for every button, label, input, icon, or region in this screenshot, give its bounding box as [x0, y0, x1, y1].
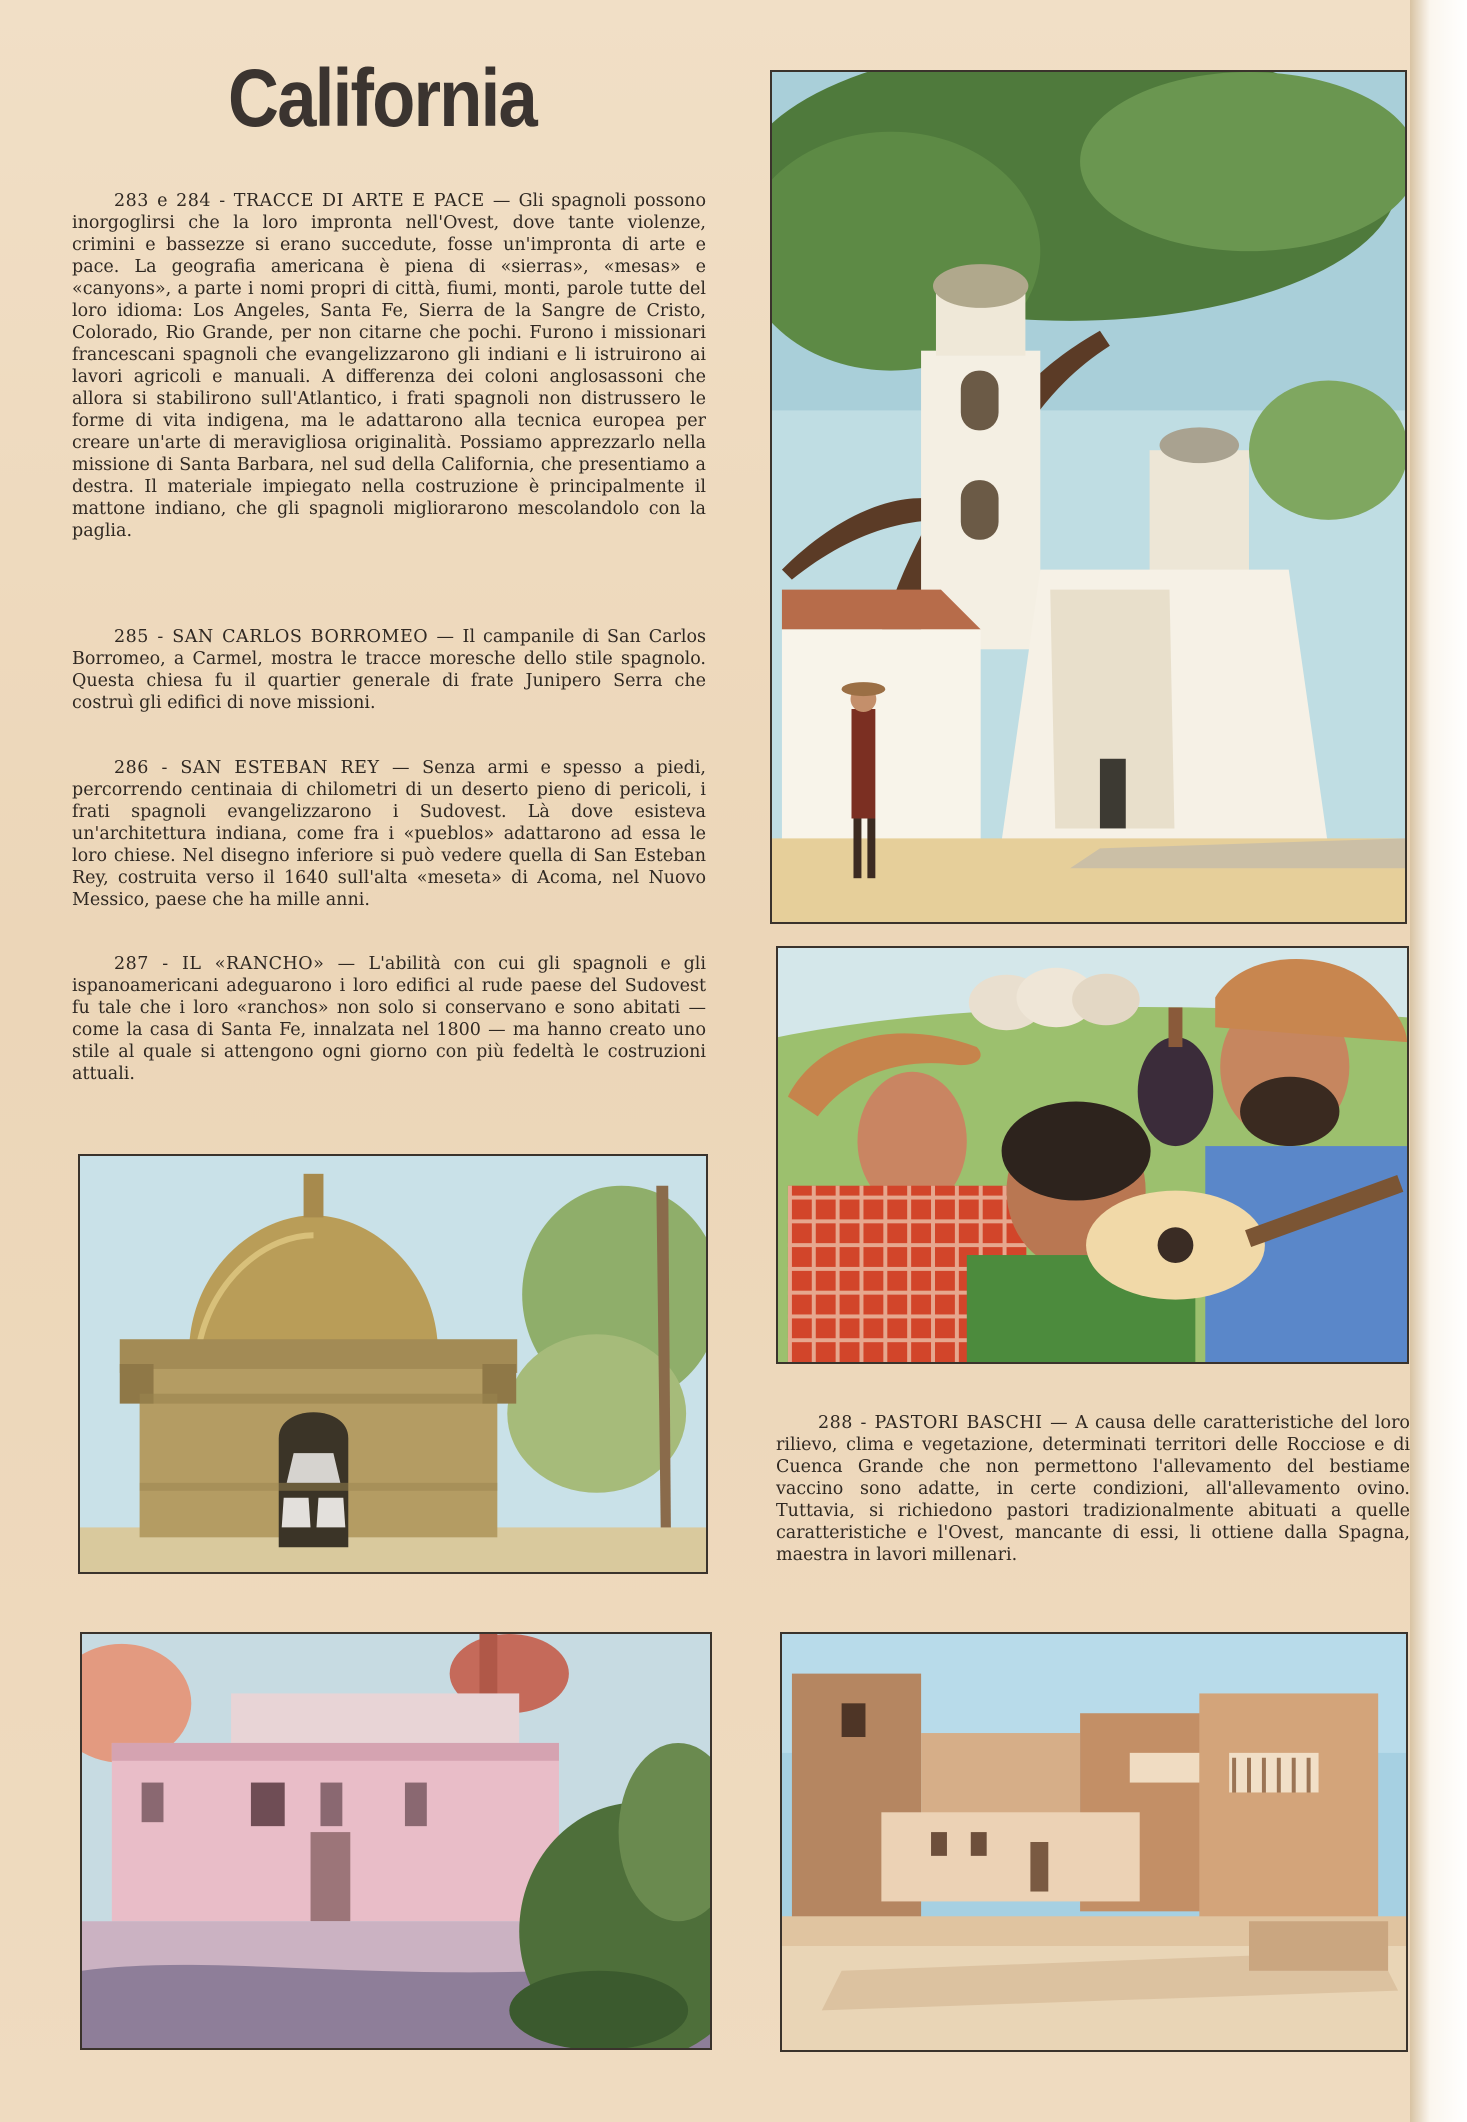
section-body: Gli spagnoli possono inorgoglirsi che la loro impronta nell'Ovest, dove tante violenze, crimini e bassezze si erano succedute, fosse un'impronta di arte e pace. La geografia americana è piena di «sierras», «mesas» e «canyons», a parte i nomi propri di città, fiumi, monti, parole tutte del loro idioma: Los Angeles, Santa Fe, Sierra de la Sangre de Cristo, Colorado, Rio Grande, per non citarne che pochi. Furono i missionari francescani spagnoli che evangelizzarono gli indiani e li istruirono ai lavori agricoli e manuali. A differenza dei coloni anglosassoni che allora si stabilirono sull'Atlantico, i frati spagnoli non distrussero le forme di vita indigena, ma le adattarono alla tecnica europea per creare un'arte di meravigliosa originalità. Possiamo apprezzarlo nella missione di Santa Barbara, nel sud della California, che presentiamo a destra. Il materiale impiegato nella costruzione è principalmente il mattone indiano, che gli spagnoli migliorarono mescolandolo con la paglia. — [72, 191, 706, 541]
section-ref: 286 - SAN ESTEBAN REY — — [114, 758, 411, 778]
sticker-santa-fe-rancho — [80, 1632, 712, 2050]
section-283-284 — [72, 190, 706, 542]
section-ref: 285 - SAN CARLOS BORROMEO — — [114, 627, 455, 647]
section-285 — [72, 626, 706, 714]
section-287 — [72, 953, 706, 1085]
section-body: L'abilità con cui gli spagnoli e gli ispanoamericani adeguarono i loro edifici al rude paese del Sudovest fu tale che i loro «ranchos» non solo si conservano e sono abitati — come la casa di Santa Fe, innalzata nel 1800 — ma hanno creato uno stile al quale si attengono ogni giorno con più fedeltà le costruzioni attuali. — [72, 954, 706, 1084]
section-ref: 283 e 284 - TRACCE DI ARTE E PACE — — [114, 191, 511, 211]
sticker-basque-shepherds — [776, 946, 1409, 1364]
section-body: A causa delle caratteristiche del loro rilievo, clima e vegetazione, determinati territori delle Rocciose e di Cuenca Grande che non permettono l'allevamento del bestiame vaccino sono adatte, in certe condizioni, all'allevamento ovino. Tuttavia, si richiedono pastori tradizionalmente abituati a quelle caratteristiche e l'Ovest, mancante di essi, li ottiene dalla Spagna, maestra in lavori millenari. — [776, 1413, 1410, 1565]
sticker-san-carlos-borromeo — [78, 1154, 708, 1574]
section-286 — [72, 757, 706, 911]
section-ref: 288 - PASTORI BASCHI — — [818, 1413, 1069, 1433]
rancho-illustration — [82, 1634, 710, 2048]
shepherds-illustration — [778, 948, 1407, 1362]
mission-illustration — [772, 72, 1405, 922]
page-edge — [1410, 0, 1467, 2122]
bell-tower-illustration — [80, 1156, 706, 1572]
section-body: Il campanile di San Carlos Borromeo, a Carmel, mostra le tracce moresche dello stile spagnolo. Questa chiesa fu il quartier generale di frate Junipero Serra che costruì gli edifici di nove missioni. — [72, 627, 707, 713]
section-body: Senza armi e spesso a piedi, percorrendo centinaia di chilometri di un deserto pieno di pericoli, i frati spagnoli evangelizzarono i Sudovest. Là dove esisteva un'architettura indiana, come fra i «pueblos» adattarono ad essa le loro chiese. Nel disegno inferiore si può vedere quella di San Esteban Rey, costruita verso il 1640 sull'alta «meseta» di Acoma, nel Nuovo Messico, paese che ha mille anni. — [72, 758, 706, 910]
page-title: California — [228, 53, 537, 144]
pueblo-illustration — [782, 1634, 1406, 2050]
section-288 — [776, 1412, 1410, 1566]
sticker-san-esteban-rey — [780, 1632, 1408, 2052]
sticker-santa-barbara-mission — [770, 70, 1407, 924]
section-ref: 287 - IL «RANCHO» — — [114, 954, 356, 974]
